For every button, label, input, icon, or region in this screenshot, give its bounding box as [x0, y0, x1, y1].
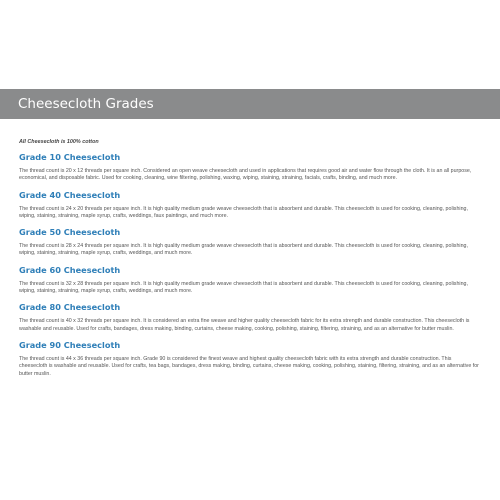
- grade-description: The thread count is 44 x 36 threads per square inch. Grade 90 is considered the finest weave and highest quality cheesecloth fabric with its extra strength and durable construction. This cheesecloth is washable and reusable. Used for crafts, tea bags, bandages, dress making, binding, curtains, cheese making, cooking, polishing, staining, filtering, straining, and as an alternative for butter muslin.: [19, 355, 479, 377]
- main-content: [19, 138, 481, 385]
- grade-description: The thread count is 40 x 32 threads per square inch. It is considered an extra fine weave and higher quality cheesecloth fabric for its extra strength and durable construction. This cheesecloth is washable and reusable. Used for crafts, bandages, dress making, binding, curtains, cheese making, cooking, polishing, staining, filtering, straining, and as an alternative for butter muslin.: [19, 318, 470, 332]
- intro-note: All Cheesecloth is 100% cotton: [19, 139, 99, 145]
- grade-section: [19, 302, 481, 333]
- grade-section: [19, 340, 481, 378]
- grade-title: Grade 50 Cheesecloth: [19, 227, 121, 238]
- grade-title: Grade 80 Cheesecloth: [19, 302, 121, 313]
- grade-title: Grade 10 Cheesecloth: [19, 152, 121, 162]
- grade-title: Grade 60 Cheesecloth: [19, 264, 121, 275]
- grade-description: The thread count is 20 x 12 threads per square inch. Considered an open weave cheesecloth and used in applications that requires good air and water flow through the cloth. It is an all purpose, economical, and disposable fabric. Used for cooking, cleaning, wine filtering, polishing, waxing, wiping, staining, straining, facials, crafts, binding, and much more.: [19, 168, 472, 182]
- grade-description: The thread count is 24 x 20 threads per square inch. It is high quality medium grade weave cheesecloth that is absorbent and durable. This cheesecloth is used for cooking, cleaning, polishing, wiping, staining, straining, maple syrup, crafts, weddings, faux paintings, and much more.: [19, 205, 468, 219]
- grade-title: Grade 40 Cheesecloth: [19, 189, 121, 200]
- page-title: Cheesecloth Grades: [18, 96, 154, 112]
- page-header: [0, 89, 500, 119]
- grade-section: [19, 265, 481, 296]
- grade-description: The thread count is 28 x 24 threads per square inch. It is high quality medium grade weave cheesecloth that is absorbent and durable. This cheesecloth is used for cooking, cleaning, polishing, wiping, staining, straining, maple syrup, crafts, weddings, and much more.: [19, 243, 468, 257]
- grade-section: [19, 190, 481, 221]
- grade-description: The thread count is 32 x 28 threads per square inch. It is high quality medium grade weave cheesecloth that is absorbent and durable. This cheesecloth is used for cooking, cleaning, polishing, wiping, staining, straining, maple syrup, crafts, weddings, and much more.: [19, 280, 468, 295]
- grade-section: [19, 152, 481, 183]
- grade-section: [19, 227, 481, 258]
- grade-title: Grade 90 Cheesecloth: [19, 339, 121, 350]
